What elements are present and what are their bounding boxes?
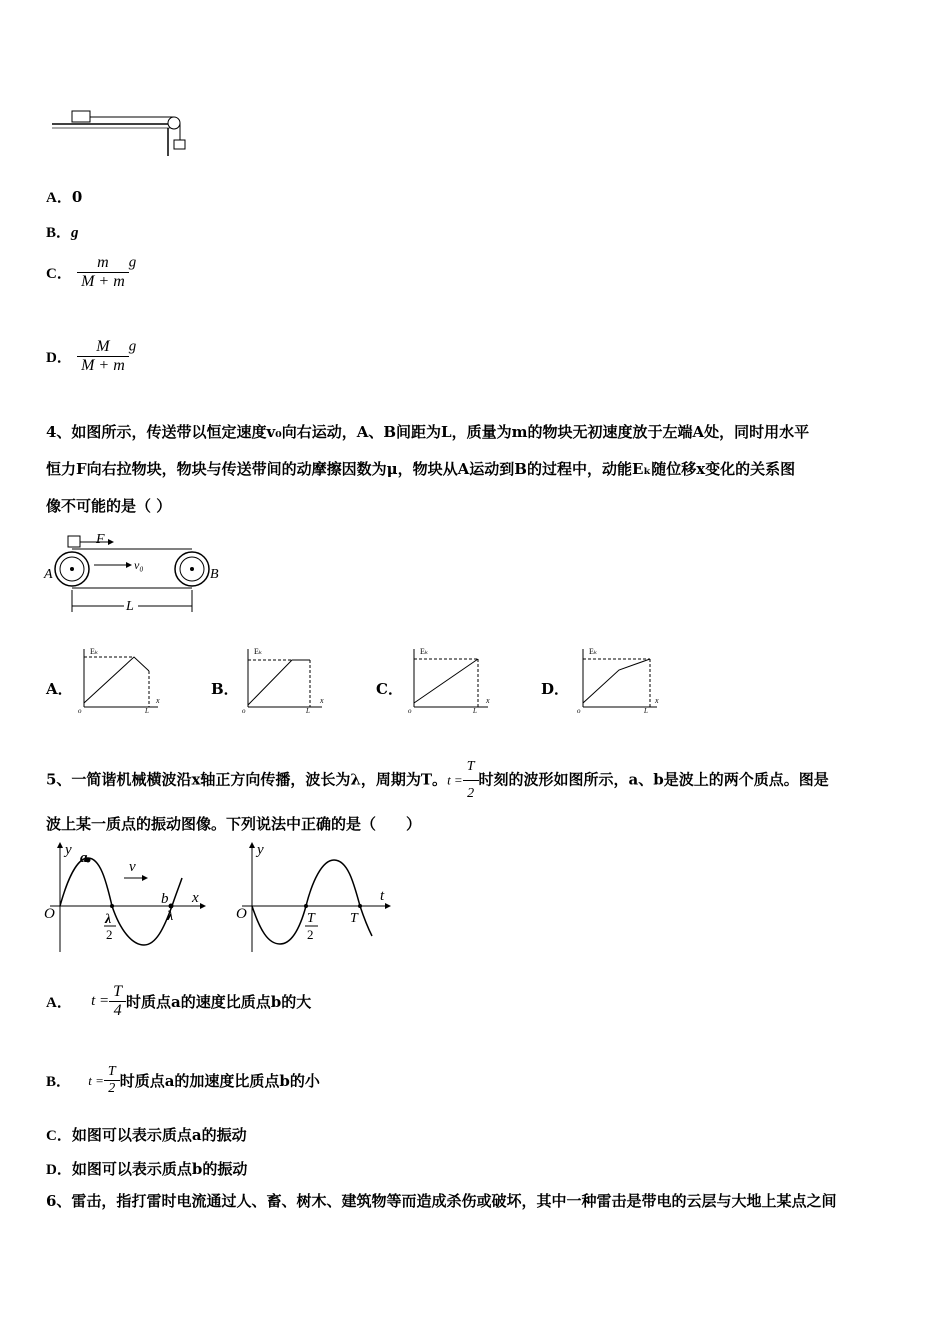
svg-text:x: x [320, 696, 324, 705]
svg-text:O: O [236, 906, 247, 922]
svg-text:O: O [44, 906, 55, 922]
q5-option-c[interactable]: C．如图可以表示质点a的振动 [46, 1126, 247, 1144]
svg-text:Eₖ: Eₖ [254, 647, 263, 656]
svg-text:λ: λ [105, 912, 112, 927]
fraction: $\frac{m}{M + m}$ [77, 254, 129, 291]
svg-text:x: x [192, 890, 199, 906]
svg-text:y: y [257, 842, 264, 858]
svg-text:T: T [350, 911, 358, 926]
fraction: $\frac{M}{M + m}$ [77, 338, 129, 375]
svg-text:o: o [242, 707, 246, 715]
fraction: $\frac{T}{2}$ [463, 754, 479, 807]
q4-graph-d[interactable] [575, 645, 665, 715]
q4-graph-c[interactable] [406, 645, 496, 715]
svg-text:Eₖ: Eₖ [589, 647, 598, 656]
svg-text:x: x [486, 696, 490, 705]
svg-text:Eₖ: Eₖ [90, 647, 99, 656]
q3-option-c[interactable]: C． $\frac{m}{M + m}$ g [46, 254, 137, 290]
q5-option-a[interactable]: A． t = $\frac{T}{4}$ 时质点a的速度比质点b的大 [46, 983, 312, 1019]
q3-option-d[interactable]: D． $\frac{M}{M + m}$ g [46, 338, 137, 374]
svg-text:x: x [655, 696, 659, 705]
q5-option-b[interactable]: B． t = $\frac{T}{2}$ 时质点a的加速度比质点b的小 [46, 1064, 320, 1096]
svg-text:o: o [408, 707, 412, 715]
svg-text:t: t [380, 888, 385, 904]
point-b-label: B [210, 567, 219, 582]
svg-text:L: L [473, 707, 477, 715]
svg-text:λ: λ [167, 909, 174, 924]
svg-text:o: o [78, 707, 82, 715]
svg-text:x: x [156, 696, 160, 705]
svg-text:T: T [307, 911, 315, 926]
q3-option-a[interactable]: A．0 [46, 188, 83, 206]
conveyor-belt-figure [42, 532, 232, 616]
length-label: L [126, 599, 134, 614]
waveform-figure [40, 840, 215, 955]
force-label: F [96, 532, 105, 547]
svg-text:a: a [80, 850, 88, 866]
svg-text:y: y [65, 842, 72, 858]
svg-text:v: v [129, 859, 136, 875]
question-4-stem: 4、如图所示，传送带以恒定速度v₀向右运动，A、B间距为L，质量为m的物块无初速度放于左端A处，同时用水平 恒力F向右拉物块，物块与传送带间的动摩擦因数为μ，物块从A运动到B的过程中，动能Eₖ随位移x变化的关系图 像不可能的是（ ） [46, 423, 810, 515]
vibration-graph-figure [232, 840, 397, 955]
svg-text:L: L [145, 707, 149, 715]
point-a-label: A [44, 567, 53, 582]
q4-option-b-label[interactable]: B． [211, 680, 239, 698]
q3-option-b[interactable]: B．g [46, 225, 79, 241]
q4-option-d-label[interactable]: D． [541, 680, 570, 698]
svg-text:2: 2 [307, 927, 314, 942]
q4-graph-a[interactable] [76, 645, 166, 715]
q4-option-c-label[interactable]: C． [376, 680, 403, 698]
fraction: $\frac{T}{4}$ [109, 983, 126, 1020]
svg-text:o: o [577, 707, 581, 715]
fraction: $\frac{T}{2}$ [104, 1064, 120, 1097]
question-5-stem-line2: 波上某一质点的振动图像。下列说法中正确的是（ ） [46, 815, 422, 833]
q4-graph-b[interactable] [240, 645, 330, 715]
svg-text:Eₖ: Eₖ [420, 647, 429, 656]
velocity-label: v₀ [134, 558, 144, 572]
q4-option-a-label[interactable]: A． [46, 680, 73, 698]
svg-text:L: L [644, 707, 648, 715]
question-5-stem: 5、一简谐机械横波沿x轴正方向传播，波长为λ，周期为T。t = $\frac{T}{2}$ 时刻的波形如图所示，a、b是波上的两个质点。图是 [46, 754, 926, 807]
block-pulley-figure [50, 104, 190, 160]
svg-text:b: b [161, 891, 169, 907]
svg-text:L: L [306, 707, 310, 715]
svg-text:2: 2 [106, 927, 113, 942]
question-6-stem: 6、雷击，指打雷时电流通过人、畜、树木、建筑物等而造成杀伤或破坏，其中一种雷击是带电的云层与大地上某点之间 [46, 1192, 837, 1210]
q5-option-d[interactable]: D．如图可以表示质点b的振动 [46, 1160, 248, 1178]
